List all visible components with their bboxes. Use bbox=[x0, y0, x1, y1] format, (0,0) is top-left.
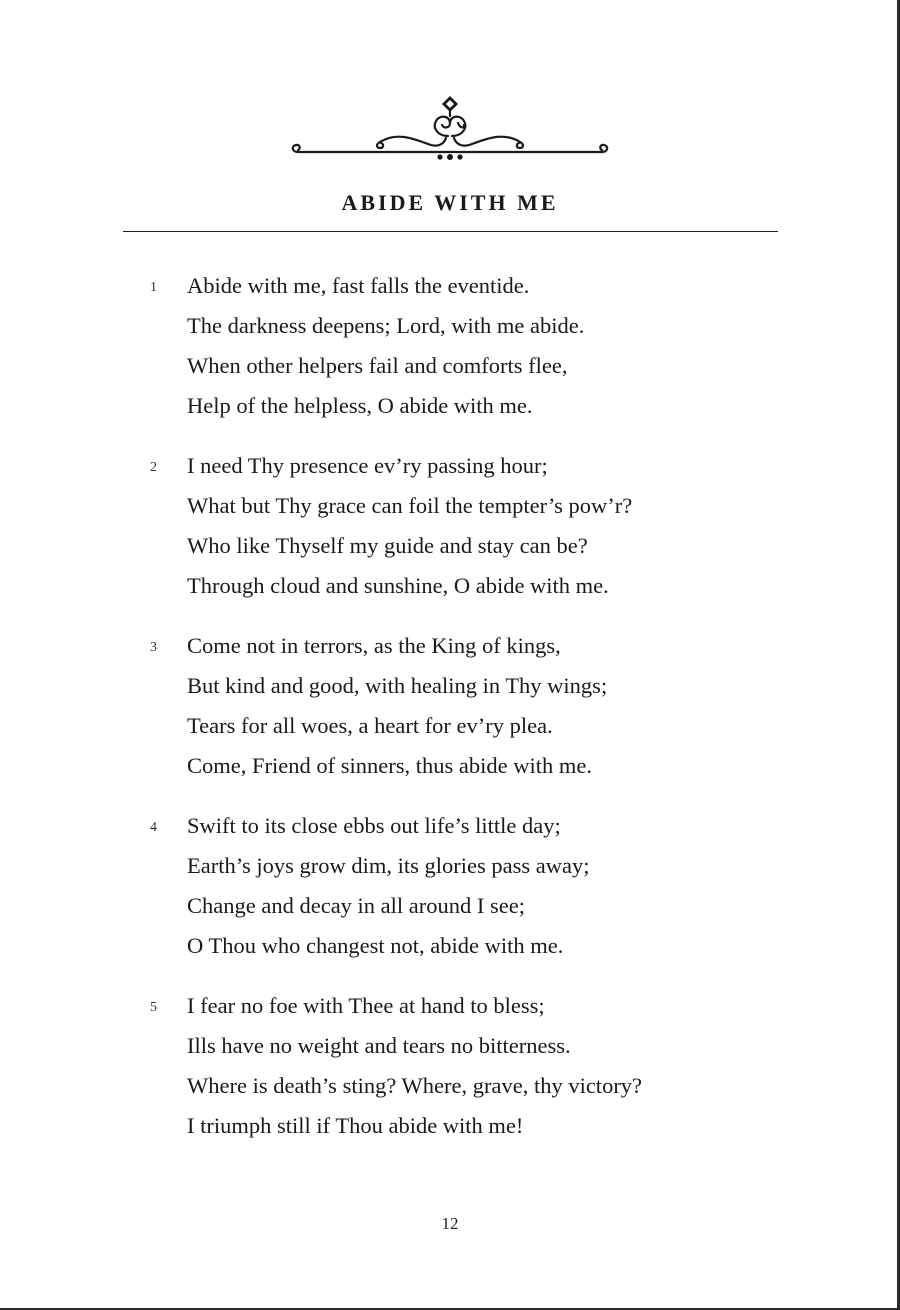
verse-number: 5 bbox=[150, 1000, 157, 1015]
verse-line: When other helpers fail and comforts flee, bbox=[187, 353, 568, 378]
verse-line: Come not in terrors, as the King of kings, bbox=[187, 633, 561, 658]
verse-line: The darkness deepens; Lord, with me abide. bbox=[187, 313, 585, 338]
verse-line: O Thou who changest not, abide with me. bbox=[187, 933, 564, 958]
title-divider bbox=[123, 231, 778, 232]
verse-line: Swift to its close ebbs out life’s little day; bbox=[187, 813, 561, 838]
verse bbox=[0, 986, 900, 1166]
verse-line: Where is death’s sting? Where, grave, thy victory? bbox=[187, 1073, 643, 1098]
verse-line: I fear no foe with Thee at hand to bless; bbox=[187, 993, 545, 1018]
verse-line: Through cloud and sunshine, O abide with me. bbox=[187, 573, 609, 598]
verse bbox=[0, 806, 900, 986]
verse-line: I need Thy presence ev’ry passing hour; bbox=[187, 453, 548, 478]
verse-line: Tears for all woes, a heart for ev’ry plea. bbox=[187, 713, 553, 738]
verse-line: Help of the helpless, O abide with me. bbox=[187, 393, 533, 418]
flourish-ornament-icon bbox=[288, 94, 612, 166]
verse-line: What but Thy grace can foil the tempter’s pow’r? bbox=[187, 493, 633, 518]
verse-line: Abide with me, fast falls the eventide. bbox=[187, 273, 530, 298]
verse bbox=[0, 626, 900, 806]
verses-container bbox=[0, 266, 900, 1166]
verse bbox=[0, 446, 900, 626]
verse-number: 1 bbox=[150, 280, 157, 295]
verse-number: 4 bbox=[150, 820, 157, 835]
verse-line: Ills have no weight and tears no bitterness. bbox=[187, 1033, 571, 1058]
verse-line: I triumph still if Thou abide with me! bbox=[187, 1113, 524, 1138]
verse-line: Come, Friend of sinners, thus abide with me. bbox=[187, 753, 592, 778]
page-number: 12 bbox=[441, 1214, 459, 1233]
verse bbox=[0, 266, 900, 446]
hymn-title: ABIDE WITH ME bbox=[341, 190, 559, 215]
verse-number: 2 bbox=[150, 460, 157, 475]
verse-line: Who like Thyself my guide and stay can be? bbox=[187, 533, 588, 558]
verse-line: Change and decay in all around I see; bbox=[187, 893, 525, 918]
verse-line: But kind and good, with healing in Thy wings; bbox=[187, 673, 608, 698]
verse-number: 3 bbox=[150, 640, 157, 655]
verse-line: Earth’s joys grow dim, its glories pass away; bbox=[187, 853, 590, 878]
